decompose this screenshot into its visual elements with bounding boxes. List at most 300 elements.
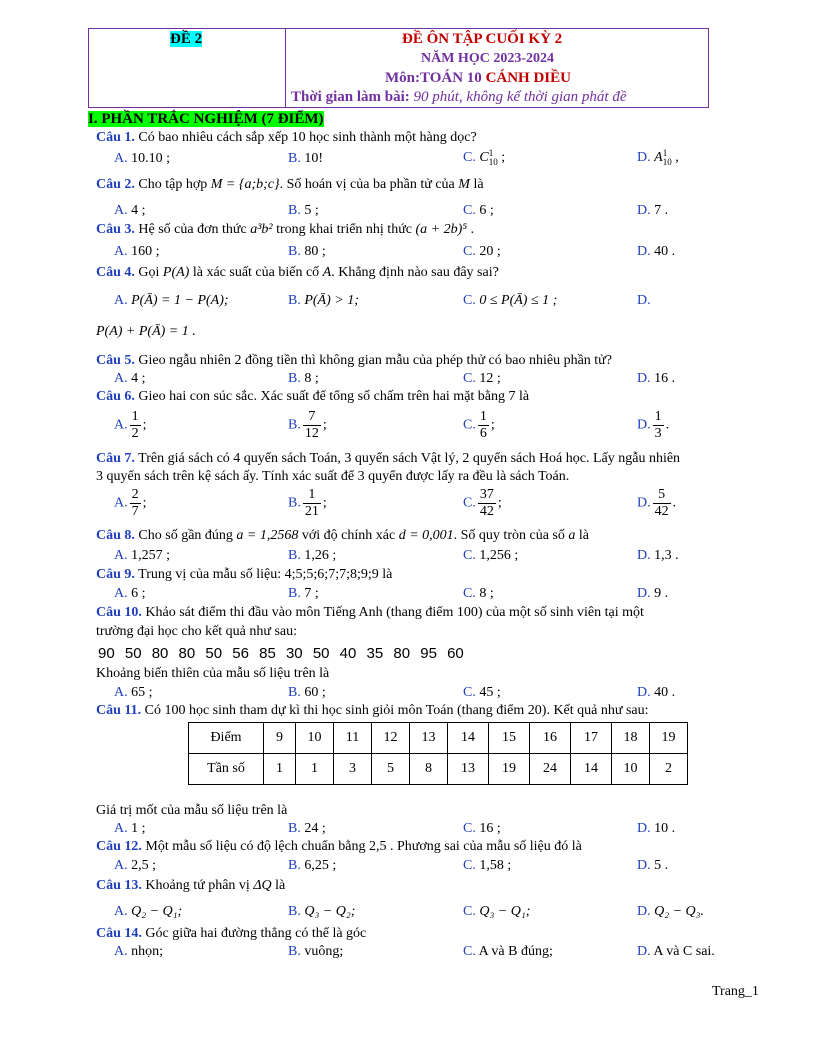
question-4 <box>96 265 499 281</box>
opt-label: A. <box>114 548 128 563</box>
question-7 <box>96 451 680 467</box>
q14-option-a <box>114 944 163 960</box>
opt-label: D. <box>637 685 651 700</box>
table-cell: 10 <box>612 754 650 785</box>
opt-label: D. <box>637 586 651 601</box>
table-cell: 13 <box>448 754 489 785</box>
q11-option-d <box>637 821 675 837</box>
q7-option-d <box>637 487 676 520</box>
numerator: 1 <box>308 487 316 502</box>
q-math: 4;5;5;6;7;7;8;9;9 <box>284 567 379 582</box>
q-text: Cho số gần đúng <box>138 528 237 543</box>
q10-data-values: 90 50 80 80 50 56 85 30 50 40 35 80 95 60 <box>98 645 464 662</box>
q10-option-d <box>637 685 675 701</box>
q-label: Câu 11. <box>96 703 142 718</box>
denominator: 2 <box>131 426 139 441</box>
opt-label: A. <box>114 586 128 601</box>
time-label: Thời gian làm bài: <box>291 89 414 105</box>
q-text: với độ chính xác <box>298 528 399 543</box>
q-label: Câu 8. <box>96 528 135 543</box>
table-cell: 14 <box>571 754 612 785</box>
opt-text: A và B đúng; <box>478 944 553 959</box>
opt-label: B. <box>288 371 301 386</box>
q6-option-a <box>114 409 147 442</box>
question-10 <box>96 605 644 621</box>
q-label: Câu 13. <box>96 878 142 893</box>
opt-label: D. <box>637 244 651 259</box>
q-text: là <box>469 177 484 192</box>
q-text: Gieo hai con súc sắc. Xác suất để tổng số chấm trên hai mặt bằng 7 là <box>138 389 530 404</box>
q5-option-c <box>463 371 501 387</box>
q2-option-a <box>114 203 146 219</box>
q-text: . Số quy tròn của số <box>453 528 569 543</box>
table-cell: 24 <box>530 754 571 785</box>
numerator: 37 <box>479 487 494 502</box>
opt-label: D. <box>637 417 651 433</box>
opt-sup: 1 <box>662 148 668 158</box>
numerator: 1 <box>654 409 662 424</box>
q-label: Câu 9. <box>96 567 135 582</box>
opt-label: A. <box>114 821 128 836</box>
q1-option-a <box>114 151 170 167</box>
opt-label: A. <box>114 151 128 166</box>
q-text: là xác suất của biến cố <box>189 265 323 280</box>
q5-option-d <box>637 371 675 387</box>
q3-option-c <box>463 244 501 260</box>
q10-option-a <box>114 685 153 701</box>
opt-text: 160 ; <box>131 244 160 259</box>
fraction <box>478 409 489 442</box>
table-cell: 18 <box>612 723 650 754</box>
question-1 <box>96 130 477 146</box>
opt-text: 10 . <box>654 821 676 836</box>
q3-option-d <box>637 244 675 260</box>
denominator: 42 <box>654 504 669 519</box>
table-head-cell: Tần số <box>189 754 264 785</box>
opt-label: C. <box>463 821 476 836</box>
q-text: là <box>378 567 393 582</box>
table-cell: 8 <box>410 754 448 785</box>
opt-sep: ; <box>322 495 327 511</box>
opt-text: 5 ; <box>304 203 319 218</box>
q-text: Khảo sát điểm thi đầu vào môn Tiếng Anh (thang điểm 100) của một số sinh viên tại một <box>145 605 644 620</box>
opt-label: C. <box>463 244 476 259</box>
table-row-frequency <box>189 754 688 785</box>
opt-label: D. <box>637 150 651 166</box>
q2-option-b <box>288 203 319 219</box>
page-number: Trang_1 <box>712 984 759 999</box>
q-text: . <box>467 222 475 237</box>
q12-option-c <box>463 858 511 874</box>
q-text: Trên giá sách có 4 quyển sách Toán, 3 quyển sách Vật lý, 2 quyển sách Hoá học. Lấy ngẫu nhiên <box>138 451 681 466</box>
q3-option-a <box>114 244 160 260</box>
q-math: a³b² <box>250 222 273 237</box>
opt-text: 6 ; <box>479 203 494 218</box>
q-text: trong khai triển nhị thức <box>272 222 416 237</box>
opt-label: B. <box>288 495 301 511</box>
q4-option-d-continued: P(A) + P(Ā) = 1 . <box>96 324 196 339</box>
q10-option-c <box>463 685 501 701</box>
fraction <box>303 409 321 442</box>
q-label: Câu 6. <box>96 389 135 404</box>
opt-label: A. <box>114 685 128 700</box>
opt-text: 1,257 ; <box>131 548 171 563</box>
time-value: 90 phút, không kể thời gian phát đề <box>413 89 627 105</box>
q-label: Câu 2. <box>96 177 135 192</box>
opt-label: D. <box>637 495 651 511</box>
q1-option-d: D. A 1 10 , <box>637 148 679 167</box>
table-cell: 19 <box>489 754 530 785</box>
q-math: A <box>322 265 332 280</box>
q-label: Câu 12. <box>96 839 142 854</box>
opt-label: C. <box>463 150 476 166</box>
numerator: 7 <box>308 409 316 424</box>
table-cell: 12 <box>372 723 410 754</box>
opt-label: B. <box>288 858 301 873</box>
opt-label: B. <box>288 548 301 563</box>
table-cell: 10 <box>296 723 334 754</box>
q13-option-b <box>288 904 355 920</box>
section-title <box>88 111 324 128</box>
opt-label: B. <box>288 904 301 919</box>
opt-text: C <box>479 150 489 166</box>
q-text: Trung vị của mẫu số liệu: <box>138 567 285 582</box>
q13-option-c <box>463 904 530 920</box>
q-text: . Số hoán vị của ba phần tử của <box>279 177 459 192</box>
q-text: Một mẫu số liệu có độ lệch chuẩn bằng 2,5 . Phương sai của mẫu số liệu đó là <box>145 839 582 854</box>
q-text: Có 100 học sinh tham dự kì thi học sinh giỏi môn Toán (thang điểm 20). Kết quả như sau: <box>144 703 649 718</box>
opt-label: D. <box>637 371 651 386</box>
opt-text: 65 ; <box>131 685 153 700</box>
opt-label: B. <box>288 685 301 700</box>
q7-option-c <box>463 487 502 520</box>
fraction <box>653 409 664 442</box>
question-9 <box>96 567 392 583</box>
q-text: Gọi <box>138 265 163 280</box>
opt-label: B. <box>288 944 301 959</box>
opt-label: D. <box>637 858 651 873</box>
opt-sep: . <box>665 417 670 433</box>
opt-label: C. <box>463 371 476 386</box>
opt-label: C. <box>463 944 476 959</box>
opt-text: 1,26 ; <box>304 548 337 563</box>
table-cell: 1 <box>296 754 334 785</box>
opt-label: A. <box>114 904 128 919</box>
question-5 <box>96 353 612 369</box>
q11-option-a <box>114 821 146 837</box>
opt-label: D. <box>637 821 651 836</box>
fraction <box>653 487 671 520</box>
question-2 <box>96 177 484 193</box>
opt-sep: ; <box>497 495 502 511</box>
opt-label: A. <box>114 858 128 873</box>
table-cell: 11 <box>334 723 372 754</box>
q6-option-d <box>637 409 669 442</box>
question-10-line-2: trường đại học cho kết quả như sau: <box>96 624 298 639</box>
q8-option-d <box>637 548 679 564</box>
table-cell: 13 <box>410 723 448 754</box>
q5-option-b <box>288 371 319 387</box>
table-cell: 1 <box>264 754 296 785</box>
subject-prefix: Môn:TOÁN 10 <box>385 70 486 86</box>
question-8 <box>96 528 589 544</box>
opt-text: 6,25 ; <box>304 858 337 873</box>
opt-label: B. <box>288 203 301 218</box>
opt-text: 1,256 ; <box>479 548 519 563</box>
q-math: M <box>458 177 470 192</box>
opt-text: 4 ; <box>131 203 146 218</box>
q-text: Khoảng tứ phân vị <box>145 878 254 893</box>
opt-text: A <box>654 150 663 166</box>
denominator: 42 <box>479 504 494 519</box>
opt-label: B. <box>288 244 301 259</box>
opt-text: 9 . <box>654 586 669 601</box>
opt-label: B. <box>288 293 301 308</box>
fraction <box>130 409 141 442</box>
q4-option-b <box>288 293 359 309</box>
q3-option-b <box>288 244 326 260</box>
opt-label: D. <box>637 293 651 308</box>
q-label: Câu 3. <box>96 222 135 237</box>
opt-label: A. <box>114 944 128 959</box>
q6-option-c <box>463 409 495 442</box>
subject-book: CÁNH DIỀU <box>485 70 571 86</box>
q4-option-a <box>114 293 229 309</box>
q9-option-b <box>288 586 319 602</box>
numerator: 2 <box>131 487 139 502</box>
q14-option-b <box>288 944 343 960</box>
opt-label: C. <box>463 203 476 218</box>
opt-label: C. <box>463 586 476 601</box>
opt-sub: 10 <box>662 157 672 167</box>
opt-sup: 1 <box>488 148 494 158</box>
q7-option-a <box>114 487 147 520</box>
opt-text: 12 ; <box>479 371 501 386</box>
opt-label: D. <box>637 904 651 919</box>
q-math: (a + 2b)⁵ <box>415 222 468 237</box>
q-text: Có bao nhiêu cách sắp xếp 10 học sinh thành một hàng dọc? <box>138 130 477 145</box>
denominator: 6 <box>479 426 487 441</box>
opt-label: C. <box>463 495 476 511</box>
q-label: Câu 14. <box>96 926 142 941</box>
q-label: Câu 4. <box>96 265 135 280</box>
q2-option-d <box>637 203 668 219</box>
table-cell: 15 <box>489 723 530 754</box>
q8-option-a <box>114 548 170 564</box>
opt-text: 20 ; <box>479 244 501 259</box>
question-12 <box>96 839 582 855</box>
table-cell: 16 <box>530 723 571 754</box>
opt-text: Q₃ − Q₂; <box>304 904 356 919</box>
q-text: là <box>271 878 286 893</box>
opt-label: C. <box>463 904 476 919</box>
denominator: 3 <box>654 426 662 441</box>
q-math: a = 1,2568 <box>236 528 299 543</box>
q-math: M = {a;b;c} <box>210 177 280 192</box>
table-cell: 9 <box>264 723 296 754</box>
q14-option-d <box>637 944 715 960</box>
table-head-cell: Điểm <box>189 723 264 754</box>
exam-subject <box>385 70 571 87</box>
opt-text: Q₂ − Q₁; <box>131 904 183 919</box>
q13-option-d <box>637 904 704 920</box>
q-math: a <box>568 528 576 543</box>
opt-label: A. <box>114 417 128 433</box>
q1-option-c: C. C 1 10 ; <box>463 148 506 167</box>
opt-label: A. <box>114 495 128 511</box>
q4-option-d <box>637 293 651 309</box>
opt-label: A. <box>114 371 128 386</box>
q-label: Câu 10. <box>96 605 142 620</box>
q6-option-b <box>288 409 327 442</box>
opt-label: B. <box>288 417 301 433</box>
q-text: . Khẳng định nào sau đây sai? <box>331 265 499 280</box>
question-11 <box>96 703 649 719</box>
question-14 <box>96 926 366 942</box>
q13-option-a <box>114 904 182 920</box>
opt-label: D. <box>637 548 651 563</box>
opt-sep: ; <box>142 495 147 511</box>
opt-text: 24 ; <box>304 821 326 836</box>
opt-text: 8 ; <box>479 586 494 601</box>
exam-time <box>291 89 626 106</box>
frequency-table <box>188 722 688 785</box>
opt-label: B. <box>288 586 301 601</box>
question-3 <box>96 222 474 238</box>
opt-text: 80 ; <box>304 244 326 259</box>
q-text: Gieo ngẫu nhiên 2 đồng tiền thì không gian mẫu của phép thử có bao nhiêu phần tử? <box>138 353 612 368</box>
opt-sep: ; <box>142 417 147 433</box>
opt-label: B. <box>288 821 301 836</box>
opt-text: 10.10 ; <box>131 151 171 166</box>
table-cell: 19 <box>650 723 688 754</box>
question-10-line-3: Khoảng biến thiên của mẫu số liệu trên là <box>96 666 330 681</box>
denominator: 12 <box>304 426 319 441</box>
q1-option-b <box>288 151 323 167</box>
opt-text: P(Ā) > 1; <box>304 293 359 308</box>
opt-text: 16 ; <box>479 821 501 836</box>
q10-option-b <box>288 685 326 701</box>
opt-text: 1,3 . <box>654 548 679 563</box>
q12-option-b <box>288 858 336 874</box>
opt-text: 7 ; <box>304 586 319 601</box>
section-title-text: I. PHẦN TRẮC NGHIỆM (7 ĐIỂM) <box>88 111 324 127</box>
opt-text: P(Ā) = 1 − P(A); <box>131 293 229 308</box>
opt-text: 0 ≤ P(Ā) ≤ 1 ; <box>479 293 558 308</box>
opt-label: B. <box>288 151 301 166</box>
q9-option-a <box>114 586 146 602</box>
q-math: P(A) <box>162 265 190 280</box>
denominator: 7 <box>131 504 139 519</box>
opt-text: 8 ; <box>304 371 319 386</box>
q-text: Góc giữa hai đường thẳng có thể là góc <box>145 926 367 941</box>
q11-option-c <box>463 821 501 837</box>
opt-label: D. <box>637 203 651 218</box>
q11-option-b <box>288 821 326 837</box>
opt-text: 6 ; <box>131 586 146 601</box>
opt-text: 10! <box>304 151 324 166</box>
q9-option-d <box>637 586 668 602</box>
numerator: 1 <box>131 409 139 424</box>
opt-text: vuông; <box>304 944 344 959</box>
q4-option-c <box>463 293 557 309</box>
q14-option-c <box>463 944 553 960</box>
fraction <box>478 487 496 520</box>
table-row-scores <box>189 723 688 754</box>
question-6 <box>96 389 529 405</box>
opt-label: C. <box>463 548 476 563</box>
opt-label: C. <box>463 293 476 308</box>
question-7-line-2: 3 quyển sách trên kệ sách ấy. Tính xác suất để 3 quyển được lấy ra đều là sách Toán. <box>96 469 570 484</box>
q-label: Câu 5. <box>96 353 135 368</box>
numerator: 1 <box>479 409 487 424</box>
q7-option-b <box>288 487 327 520</box>
q-label: Câu 7. <box>96 451 135 466</box>
question-13 <box>96 878 285 894</box>
exam-title: ĐỀ ÔN TẬP CUỐI KỲ 2 <box>402 31 563 47</box>
opt-text: A và C sai. <box>653 944 715 959</box>
opt-text: nhọn; <box>131 944 164 959</box>
table-cell: 2 <box>650 754 688 785</box>
q12-option-a <box>114 858 156 874</box>
opt-text: 40 . <box>654 685 676 700</box>
numerator: 5 <box>658 487 666 502</box>
table-cell: 5 <box>372 754 410 785</box>
q-text: Cho tập hợp <box>138 177 211 192</box>
opt-label: C. <box>463 417 476 433</box>
opt-text: 4 ; <box>131 371 146 386</box>
opt-label: C. <box>463 685 476 700</box>
opt-label: C. <box>463 858 476 873</box>
opt-text: 60 ; <box>304 685 326 700</box>
q8-option-c <box>463 548 518 564</box>
table-cell: 17 <box>571 723 612 754</box>
q-label: Câu 1. <box>96 130 135 145</box>
opt-sep: ; <box>322 417 327 433</box>
opt-label: A. <box>114 244 128 259</box>
q-text: là <box>575 528 589 543</box>
header-divider <box>285 29 286 107</box>
exam-year: NĂM HỌC 2023-2024 <box>421 51 554 66</box>
exam-code-label <box>170 31 202 48</box>
denominator: 21 <box>304 504 319 519</box>
opt-label: A. <box>114 203 128 218</box>
table-cell: 3 <box>334 754 372 785</box>
opt-text: 1,58 ; <box>479 858 512 873</box>
opt-text: 5 . <box>654 858 669 873</box>
opt-label: D. <box>637 944 651 959</box>
q-text: Hệ số của đơn thức <box>138 222 251 237</box>
q9-option-c <box>463 586 494 602</box>
fraction <box>130 487 141 520</box>
opt-text: 16 . <box>654 371 676 386</box>
exam-code-text: ĐỀ 2 <box>170 31 203 47</box>
q-math: d = 0,001 <box>398 528 454 543</box>
opt-sep: ; <box>490 417 495 433</box>
opt-sub: 10 <box>488 157 498 167</box>
fraction <box>303 487 321 520</box>
opt-text: Q₂ − Q₃. <box>654 904 705 919</box>
opt-sep: . <box>672 495 677 511</box>
q2-option-c <box>463 203 494 219</box>
opt-text: 1 ; <box>131 821 146 836</box>
q-math: ΔQ <box>253 878 272 893</box>
table-cell: 14 <box>448 723 489 754</box>
question-11-line-2: Giá trị mốt của mẫu số liệu trên là <box>96 803 288 818</box>
opt-text: Q₃ − Q₁; <box>479 904 531 919</box>
opt-text: 7 . <box>654 203 669 218</box>
q5-option-a <box>114 371 146 387</box>
